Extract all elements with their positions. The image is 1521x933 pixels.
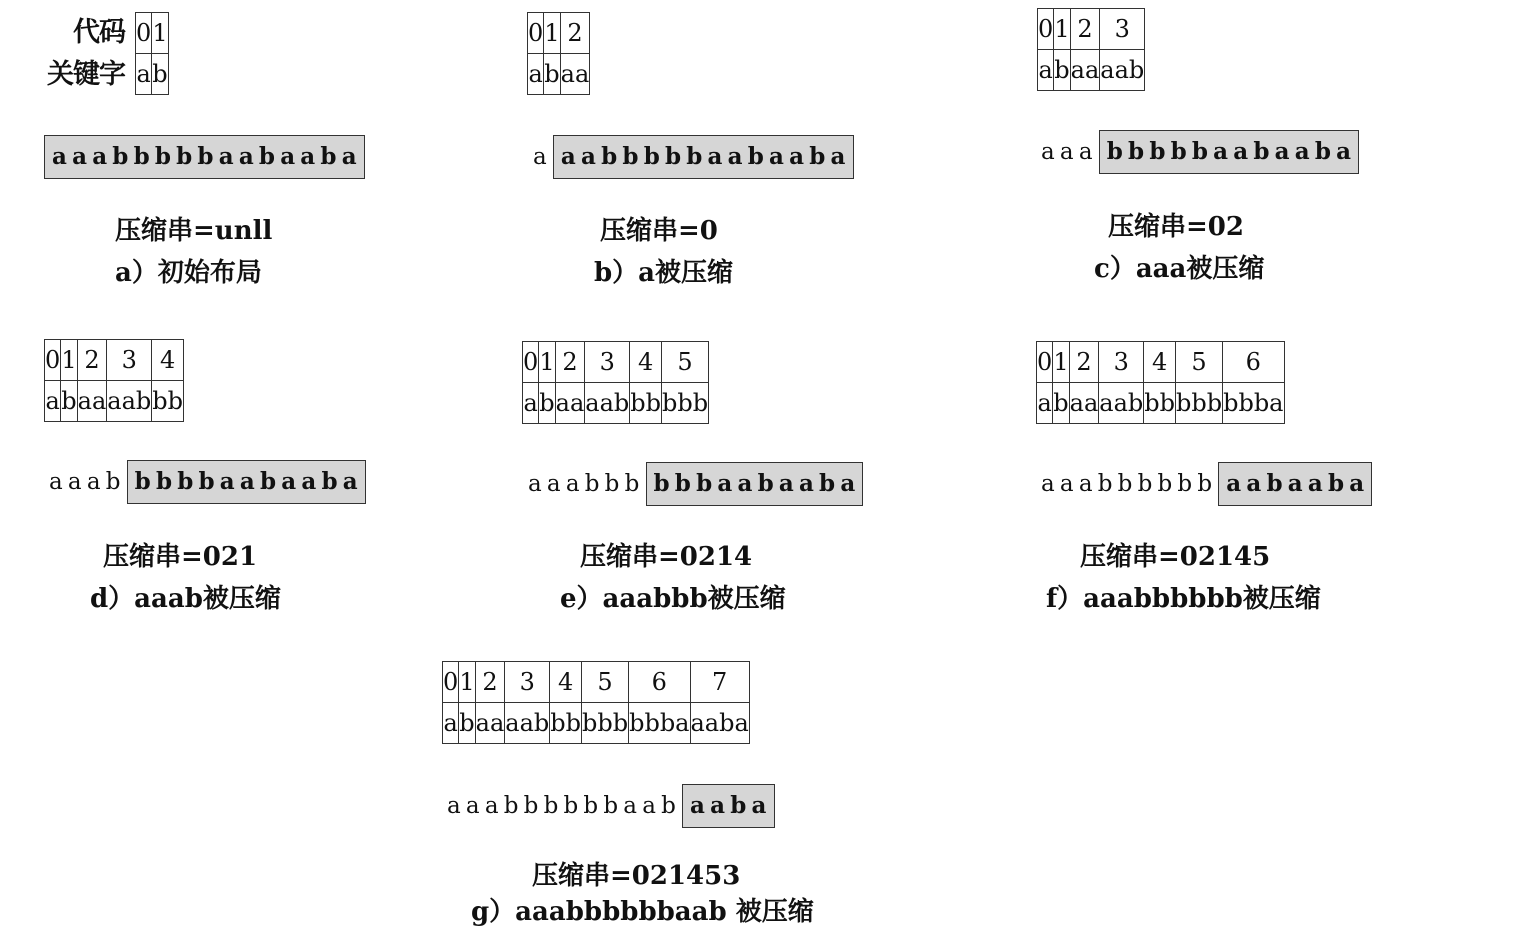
code-row [443,662,750,703]
dictionary-table [1036,341,1285,424]
keyword-cell: bb [630,383,662,424]
code-row-label: 代码 [73,17,125,48]
code-cell: 7 [690,662,749,703]
keyword-row [1037,383,1285,424]
remaining-string: bbbaabaaba [646,462,864,506]
code-cell: 3 [107,340,152,381]
code-cell: 2 [1070,9,1100,50]
keyword-cell: a [528,54,544,95]
keyword-cell: aaba [690,703,749,744]
keyword-cell: bbb [1176,383,1223,424]
keyword-cell: aa [555,383,585,424]
code-cell: 3 [505,662,550,703]
code-row [136,13,169,54]
keyword-cell: b [1054,50,1070,91]
dictionary-table [442,661,750,744]
panel-caption: c）aaa被压缩 [1094,254,1265,284]
panel-caption: e）aaabbb被压缩 [560,584,786,614]
keyword-cell: a [1038,50,1054,91]
code-row [1038,9,1145,50]
code-cell: 3 [1099,342,1144,383]
panel-caption: f）aaabbbbbb被压缩 [1046,584,1321,614]
code-cell: 4 [152,340,184,381]
keyword-cell: aab [505,703,550,744]
keyword-cell: b [539,383,555,424]
keyword-row [136,54,169,95]
keyword-cell: a [45,381,61,422]
code-cell: 2 [1069,342,1099,383]
code-cell: 1 [1053,342,1069,383]
keyword-cell: bbba [1223,383,1284,424]
code-cell: 4 [1144,342,1176,383]
code-cell: 6 [629,662,690,703]
row-labels [29,12,125,96]
code-cell: 1 [459,662,475,703]
compressed-output: 压缩串=02145 [1080,542,1271,572]
keyword-cell: bb [152,381,184,422]
code-cell: 3 [585,342,630,383]
remaining-string: bbbbbaabaaba [1099,130,1360,174]
keyword-cell: aa [1069,383,1099,424]
remaining-string: aabbbbbaabaaba [553,135,854,179]
input-string [1041,130,1359,174]
keyword-cell: b [152,54,168,95]
compressed-output: 压缩串=unll [115,216,273,246]
code-cell: 5 [582,662,629,703]
keyword-row-label: 关键字 [47,59,125,90]
compressed-prefix: aaabbbbbbaab [447,793,682,819]
code-cell: 6 [1223,342,1284,383]
code-row [528,13,590,54]
keyword-cell: b [544,54,560,95]
keyword-cell: b [1053,383,1069,424]
keyword-row [1038,50,1145,91]
input-string [1041,462,1372,506]
panel-caption: g）aaabbbbbbaab 被压缩 [471,897,814,927]
remaining-string: aaba [682,784,775,828]
code-cell: 0 [523,342,539,383]
panel-caption: b）a被压缩 [594,258,734,288]
code-row [45,340,184,381]
keyword-cell: a [443,703,459,744]
compressed-output: 压缩串=0 [600,216,718,246]
compressed-output: 压缩串=0214 [580,542,753,572]
dictionary-table [135,12,169,95]
keyword-cell: aa [475,703,505,744]
code-cell: 2 [560,13,590,54]
keyword-cell: a [1037,383,1053,424]
remaining-string: aabaaba [1218,462,1372,506]
code-cell: 1 [1054,9,1070,50]
keyword-cell: aab [1100,50,1145,91]
code-cell: 0 [443,662,459,703]
code-cell: 4 [630,342,662,383]
panel-caption: d）aaab被压缩 [90,584,281,614]
compressed-prefix: aaabbb [528,471,645,497]
compressed-prefix: a [533,144,552,170]
keyword-cell: b [61,381,77,422]
remaining-string: aaabbbbbaabaaba [44,135,365,179]
keyword-cell: bbb [582,703,629,744]
input-string [447,784,775,828]
keyword-cell: aab [1099,383,1144,424]
code-cell: 1 [539,342,555,383]
keyword-cell: aa [77,381,107,422]
code-cell: 0 [1038,9,1054,50]
code-cell: 2 [475,662,505,703]
code-cell: 2 [77,340,107,381]
remaining-string: bbbbaabaaba [127,460,366,504]
keyword-cell: bbb [662,383,709,424]
dictionary-table [522,341,709,424]
keyword-cell: bbba [629,703,690,744]
keyword-cell: a [136,54,152,95]
keyword-row [523,383,709,424]
dictionary-table [44,339,184,422]
keyword-cell: aab [107,381,152,422]
keyword-cell: aa [560,54,590,95]
code-cell: 2 [555,342,585,383]
keyword-cell: aab [585,383,630,424]
keyword-row [528,54,590,95]
keyword-cell: aa [1070,50,1100,91]
input-string [533,135,854,179]
code-cell: 1 [152,13,168,54]
input-string [528,462,863,506]
compressed-output: 压缩串=021453 [532,861,741,891]
code-cell: 5 [662,342,709,383]
keyword-row [45,381,184,422]
dictionary-table [1037,8,1145,91]
keyword-cell: b [459,703,475,744]
keyword-row [443,703,750,744]
code-cell: 0 [1037,342,1053,383]
compressed-output: 压缩串=021 [103,542,258,572]
code-cell: 0 [45,340,61,381]
input-string [49,460,366,504]
code-cell: 0 [528,13,544,54]
compressed-prefix: aaabbbbbb [1041,471,1218,497]
compressed-output: 压缩串=02 [1108,212,1244,242]
code-cell: 4 [550,662,582,703]
code-cell: 3 [1100,9,1145,50]
dictionary-table [527,12,590,95]
code-row [523,342,709,383]
keyword-cell: a [523,383,539,424]
panel-caption: a）初始布局 [115,258,262,288]
code-cell: 1 [61,340,77,381]
keyword-cell: bb [550,703,582,744]
input-string [43,135,365,179]
keyword-cell: bb [1144,383,1176,424]
code-cell: 1 [544,13,560,54]
code-cell: 5 [1176,342,1223,383]
compressed-prefix: aaa [1041,139,1098,165]
code-row [1037,342,1285,383]
code-cell: 0 [136,13,152,54]
compressed-prefix: aaab [49,469,126,495]
